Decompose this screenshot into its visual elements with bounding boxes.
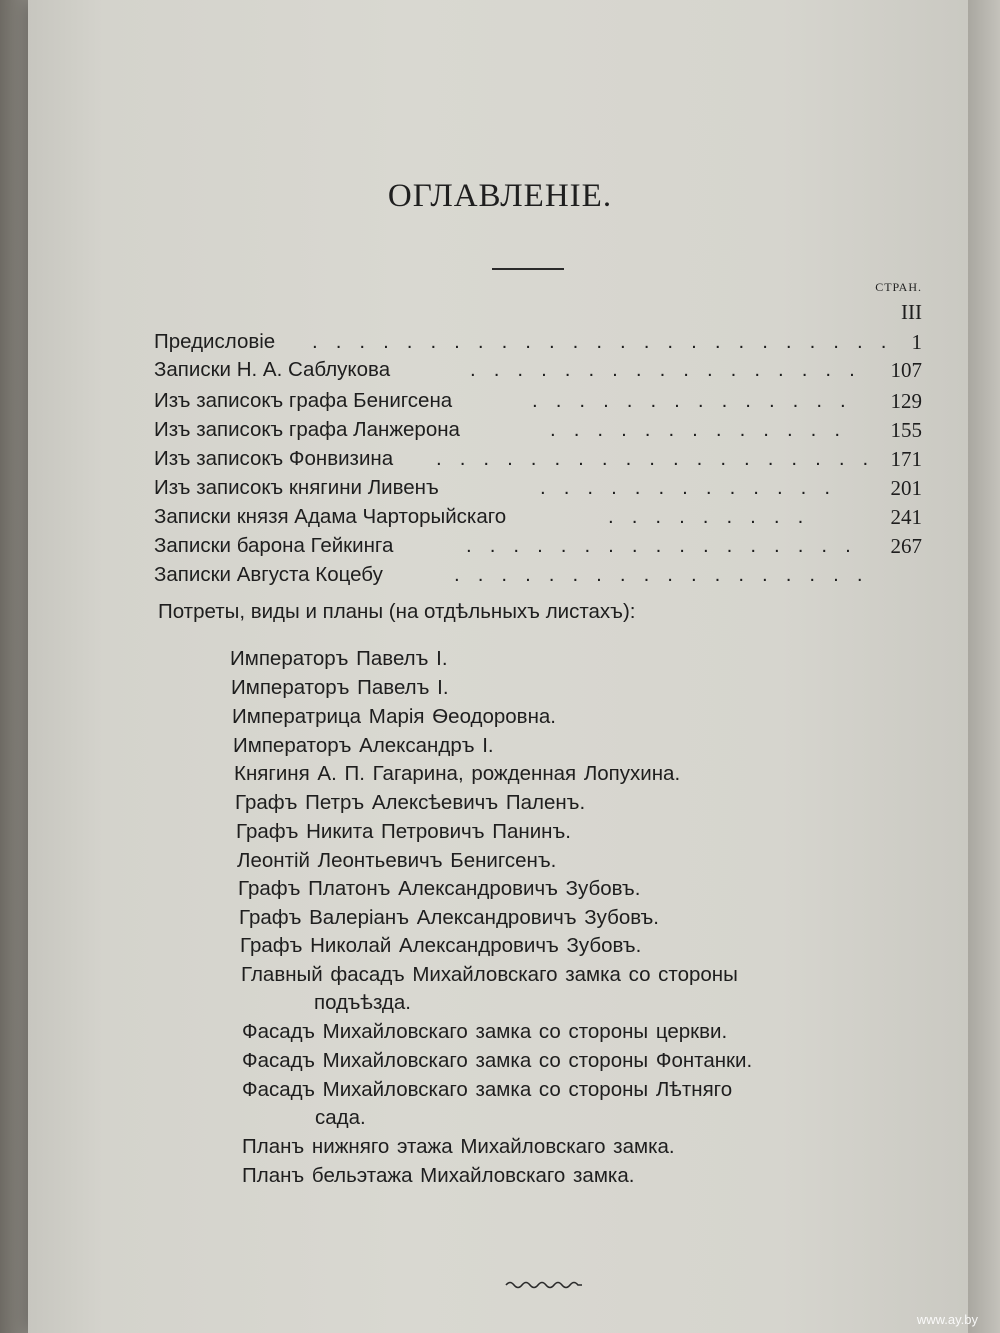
illustration-item: Императоръ Павелъ I. xyxy=(231,676,449,699)
illustration-item: Императоръ Александръ I. xyxy=(233,734,494,757)
toc-entry xyxy=(154,563,922,593)
toc-entry-title: Записки Августа Коцебу xyxy=(154,563,383,586)
illustration-item: Графъ Валеріанъ Александровичъ Зубовъ. xyxy=(239,906,659,929)
illustration-item: Леонтій Леонтьевичъ Бенигсенъ. xyxy=(237,849,557,872)
toc-entry-page: 1 xyxy=(911,330,922,354)
illustration-item: Планъ нижняго этажа Михайловскаго замка. xyxy=(242,1135,675,1158)
toc-entry xyxy=(154,534,922,564)
toc-entry-page: 155 xyxy=(890,418,922,442)
toc-entry xyxy=(154,447,922,477)
illustration-item-continuation: сада. xyxy=(315,1106,366,1129)
toc-entry-title: Записки барона Гейкинга xyxy=(154,534,394,557)
site-watermark: www.ay.by xyxy=(916,1312,978,1327)
illustrations-heading: Потреты, виды и планы (на отдѣльныхъ листахъ): xyxy=(158,600,636,623)
leader-dots: ................. xyxy=(466,534,869,557)
illustration-item-continuation: подъѣзда. xyxy=(314,991,411,1014)
leader-dots: ................. xyxy=(470,358,873,381)
toc-entry-title: Изъ записокъ Фонвизина xyxy=(154,447,394,470)
toc-entry-title: Предисловіе xyxy=(154,330,276,353)
toc-entry xyxy=(154,389,922,419)
toc-entry xyxy=(154,300,922,330)
illustration-item: Графъ Никита Петровичъ Панинъ. xyxy=(236,820,571,843)
toc-entry-page: 129 xyxy=(890,389,922,413)
toc-entry-title: Изъ записокъ княгини Ливенъ xyxy=(154,476,439,499)
leader-dots: ............. xyxy=(540,476,849,499)
leader-dots: ......................... xyxy=(312,330,905,353)
title-divider xyxy=(492,268,564,270)
toc-entry-page: 201 xyxy=(890,476,922,500)
toc-entry-title: Изъ записокъ графа Бенигсена xyxy=(154,389,453,412)
toc-entry-title: Записки Н. А. Саблукова xyxy=(154,358,391,381)
illustration-item: Императрица Марія Ѳеодоровна. xyxy=(232,705,556,728)
leader-dots: ............. xyxy=(550,418,859,441)
illustration-item: Графъ Николай Александровичъ Зубовъ. xyxy=(240,934,642,957)
page-column-header: СТРАН. xyxy=(875,280,922,294)
illustration-item: Планъ бельэтажа Михайловскаго замка. xyxy=(242,1164,635,1187)
toc-entry-page: 267 xyxy=(890,534,922,558)
illustration-item: Императоръ Павелъ I. xyxy=(230,647,448,670)
toc-entry xyxy=(154,330,922,360)
leader-dots: ................... xyxy=(436,447,887,470)
toc-entry-page: 241 xyxy=(890,505,922,529)
toc-entry xyxy=(154,476,922,506)
toc-entry xyxy=(154,358,922,388)
toc-entry xyxy=(154,505,922,535)
leader-dots: .................. xyxy=(454,563,881,586)
toc-entry-title: Записки князя Адама Чарторыйскаго xyxy=(154,505,507,528)
toc-entry-page: 171 xyxy=(890,447,922,471)
page-title: ОГЛАВЛЕНІЕ. xyxy=(387,178,613,214)
toc-entry xyxy=(154,418,922,448)
illustration-item: Графъ Платонъ Александровичъ Зубовъ. xyxy=(238,877,641,900)
illustration-item: Главный фасадъ Михайловскаго замка со стороны xyxy=(241,963,738,986)
illustration-item: Княгиня А. П. Гагарина, рожденная Лопухина. xyxy=(234,762,681,785)
illustration-item: Графъ Петръ Алексѣевичъ Паленъ. xyxy=(235,791,586,814)
illustration-item: Фасадъ Михайловскаго замка со стороны церкви. xyxy=(242,1020,728,1043)
leader-dots: .............. xyxy=(532,389,864,412)
toc-entry-page: III xyxy=(901,300,922,324)
leader-dots: ......... xyxy=(608,505,822,528)
toc-entry-page: 107 xyxy=(890,358,922,382)
illustration-item: Фасадъ Михайловскаго замка со стороны Фонтанки. xyxy=(242,1049,753,1072)
wavy-ornament-icon xyxy=(505,1278,583,1292)
illustration-item: Фасадъ Михайловскаго замка со стороны Лѣтняго xyxy=(242,1078,733,1101)
toc-entry-title: Изъ записокъ графа Ланжерона xyxy=(154,418,460,441)
